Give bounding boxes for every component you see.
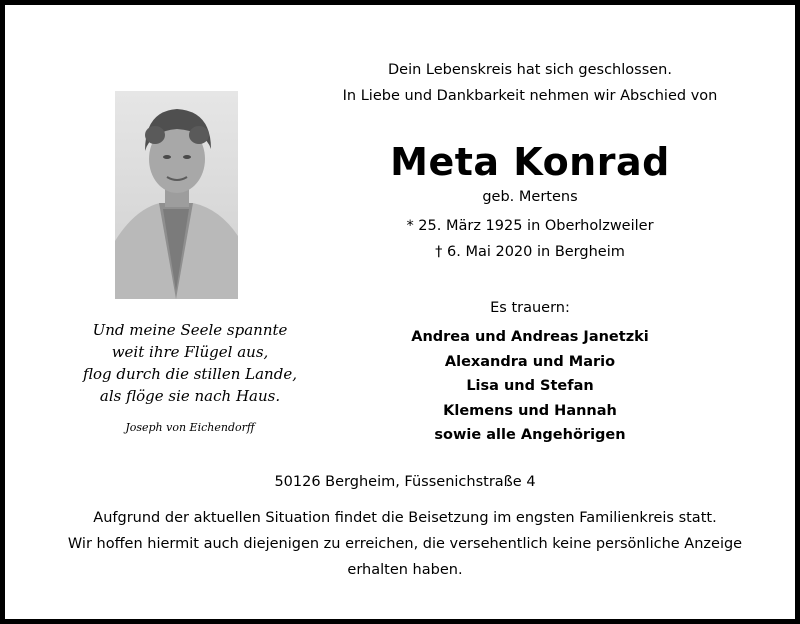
birth-date: * 25. März 1925 in Oberholzweiler <box>406 218 654 234</box>
intro-line-1: Dein Lebenskreis hat sich geschlossen. <box>388 62 672 78</box>
mourners-list <box>315 325 745 448</box>
intro-text <box>315 57 745 109</box>
poem-author: Joseph von Eichendorff <box>125 421 255 434</box>
birth-name: geb. Mertens <box>482 189 578 205</box>
death-date: † 6. Mai 2020 in Bergheim <box>435 244 625 260</box>
deceased-name: Meta Konrad <box>390 140 670 184</box>
family-address: 50126 Bergheim, Füssenichstraße 4 <box>274 474 536 490</box>
funeral-notice <box>45 505 765 583</box>
mourner-name: sowie alle Angehörigen <box>434 427 626 443</box>
mourner-name: Klemens und Hannah <box>443 402 617 419</box>
poem <box>65 319 315 407</box>
mourners-heading: Es trauern: <box>490 300 570 316</box>
mourner-name: Lisa und Stefan <box>466 378 594 394</box>
mourner-name: Andrea und Andreas Janetzki <box>411 329 649 345</box>
notice-line-2: Wir hoffen hiermit auch diejenigen zu erreichen, die versehentlich keine persönliche Anzeige <box>67 536 743 552</box>
intro-line-2: In Liebe und Dankbarkeit nehmen wir Abschied von <box>342 88 718 104</box>
poem-line: Und meine Seele spannte <box>92 321 288 339</box>
notice-line-3: erhalten haben. <box>347 562 463 578</box>
poem-line: flog durch die stillen Lande, <box>83 365 297 383</box>
notice-line-1: Aufgrund der aktuellen Situation findet die Beisetzung im engsten Familienkreis statt. <box>93 510 717 526</box>
poem-line: als flöge sie nach Haus. <box>99 387 281 405</box>
life-dates <box>315 213 745 265</box>
poem-line: weit ihre Flügel aus, <box>111 343 269 361</box>
portrait-image <box>115 91 238 299</box>
mourner-name: Alexandra und Mario <box>444 353 616 370</box>
portrait-photo <box>115 91 238 299</box>
